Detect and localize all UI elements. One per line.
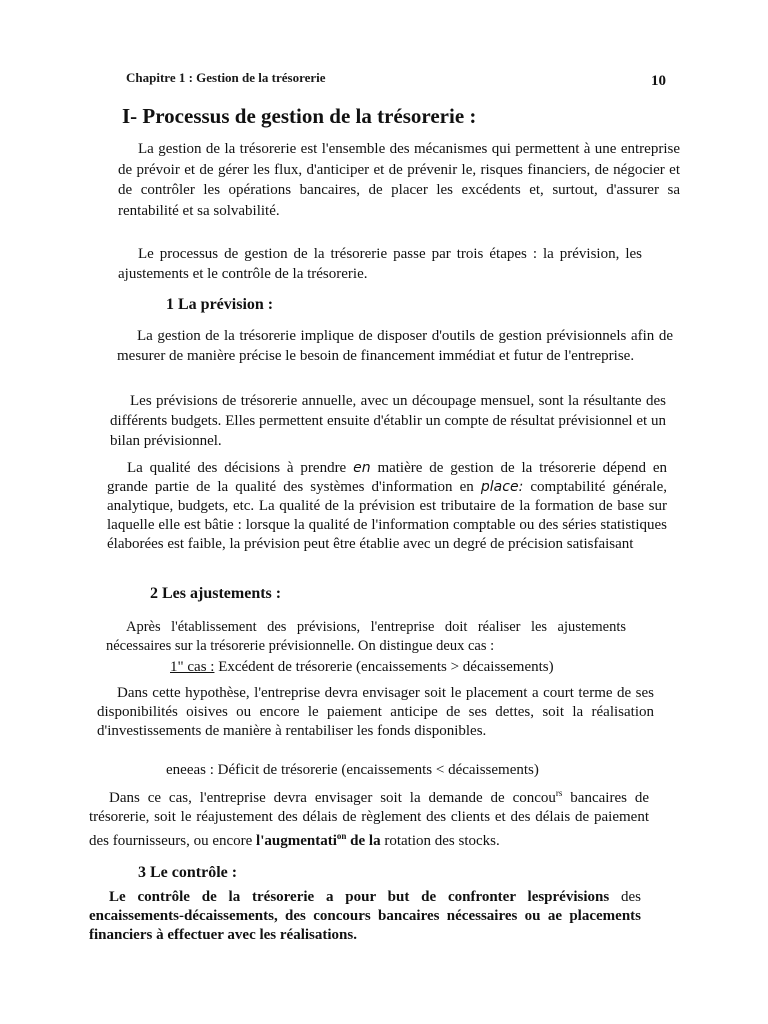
heading-ajustements: 2 Les ajustements : — [150, 585, 282, 602]
heading-controle: 3 Le contrôle : — [138, 864, 238, 881]
prevision-paragraph-2: Les prévisions de trésorerie annuelle, avec un découpage mensuel, sont la résultante des différents budgets. Elles permettent ensuite d'établir un compte de résultat prévisionnel et un bilan prévisionnel. — [110, 393, 666, 449]
intro-paragraph-1: La gestion de la trésorerie est l'ensemble des mécanismes qui permettent à une entreprise de prévoir et de gérer les flux, d'anticiper et de prévenir le, risques financiers, de négocier et de contrôler les opérations bancaires, de placer les excédents et, surtout, d'assurer sa rentabilité et sa solvabilité. — [118, 141, 680, 219]
controle-bold-2: encaissements-décaissements, des concours bancaires nécessaires ou ae placements financiers à effectuer avec les réalisations. — [89, 908, 641, 943]
page-number: 10 — [651, 73, 666, 89]
controle-paragraph — [89, 888, 641, 945]
chapter-header: Chapitre 1 : Gestion de la trésorerie — [126, 70, 326, 85]
prevision-p3-text-c: comptabilité générale, analytique, budgets, etc. La qualité de la prévision est tributaire de la formation de base sur laquelle elle est bâtie : lorsque la qualité de l'information comptable ou des séries statistiques élaborées est faible, la prévision peut être établie avec un degré de précision satisfaisant — [107, 479, 667, 552]
prevision-p3-text-b: matière de gestion de la trésorerie dépend en grande partie de la qualité des systèmes d'information en — [107, 460, 667, 495]
ajust-p3-sup-1: rs — [555, 788, 563, 798]
heading-prevision: 1 La prévision : — [166, 296, 274, 313]
prevision-paragraph-1: La gestion de la trésorerie implique de disposer d'outils de gestion prévisionnels afin de mesurer de manière précise le besoin de financement immédiat et futur de l'entreprise. — [117, 328, 673, 364]
case-1-text: Excédent de trésorerie (encaissements > décaissements) — [214, 659, 554, 675]
controle-text: des — [609, 889, 642, 905]
section-title: I- Processus de gestion de la trésorerie : — [122, 104, 477, 128]
ajustements-paragraph-1: Après l'établissement des prévisions, l'entreprise doit réaliser les ajustements nécessaires sur la trésorerie prévisionnelle. On distingue deux cas : — [106, 619, 626, 654]
prevision-p3-text-a: La qualité des décisions à prendre — [127, 460, 354, 476]
ajust-p3-bold-2: de la — [346, 833, 381, 849]
ajust-p3-text-a: Dans ce cas, l'entreprise devra envisager soit la demande de concou — [109, 790, 556, 806]
intro-paragraph-2: Le processus de gestion de la trésorerie passe par trois étapes : la prévision, les ajustements et le contrôle de la trésorerie. — [118, 246, 642, 282]
case-1-line — [170, 659, 554, 676]
prevision-p3-en: en — [353, 460, 371, 476]
controle-bold-1: Le contrôle de la trésorerie a pour but de confronter lesprévisions — [109, 889, 610, 905]
prevision-paragraph-3 — [107, 459, 667, 554]
ajust-p3-text-c: rotation des stocks. — [380, 833, 500, 849]
ajust-p3-sup-2: on — [336, 831, 347, 841]
ajust-p3-bold: l'augmentati — [256, 833, 337, 849]
case-1-label: 1" cas : — [170, 659, 215, 675]
ajustements-paragraph-3 — [89, 784, 649, 851]
case-2-line: eneeas : Déficit de trésorerie (encaissements < décaissements) — [166, 762, 539, 778]
ajustements-paragraph-2: Dans cette hypothèse, l'entreprise devra envisager soit le placement a court terme de ses disponibilités oisives ou encore le paiement anticipe de ses dettes, soit la réalisation d'investissements de manière à rentabiliser les fonds disponibles. — [97, 685, 654, 739]
prevision-p3-place: place: — [480, 479, 524, 495]
ajust-p3-text-b: bancaires de trésorerie, soit le réajustement des délais de règlement des clients et des délais de paiement des fournisseurs, ou encore — [89, 790, 649, 849]
